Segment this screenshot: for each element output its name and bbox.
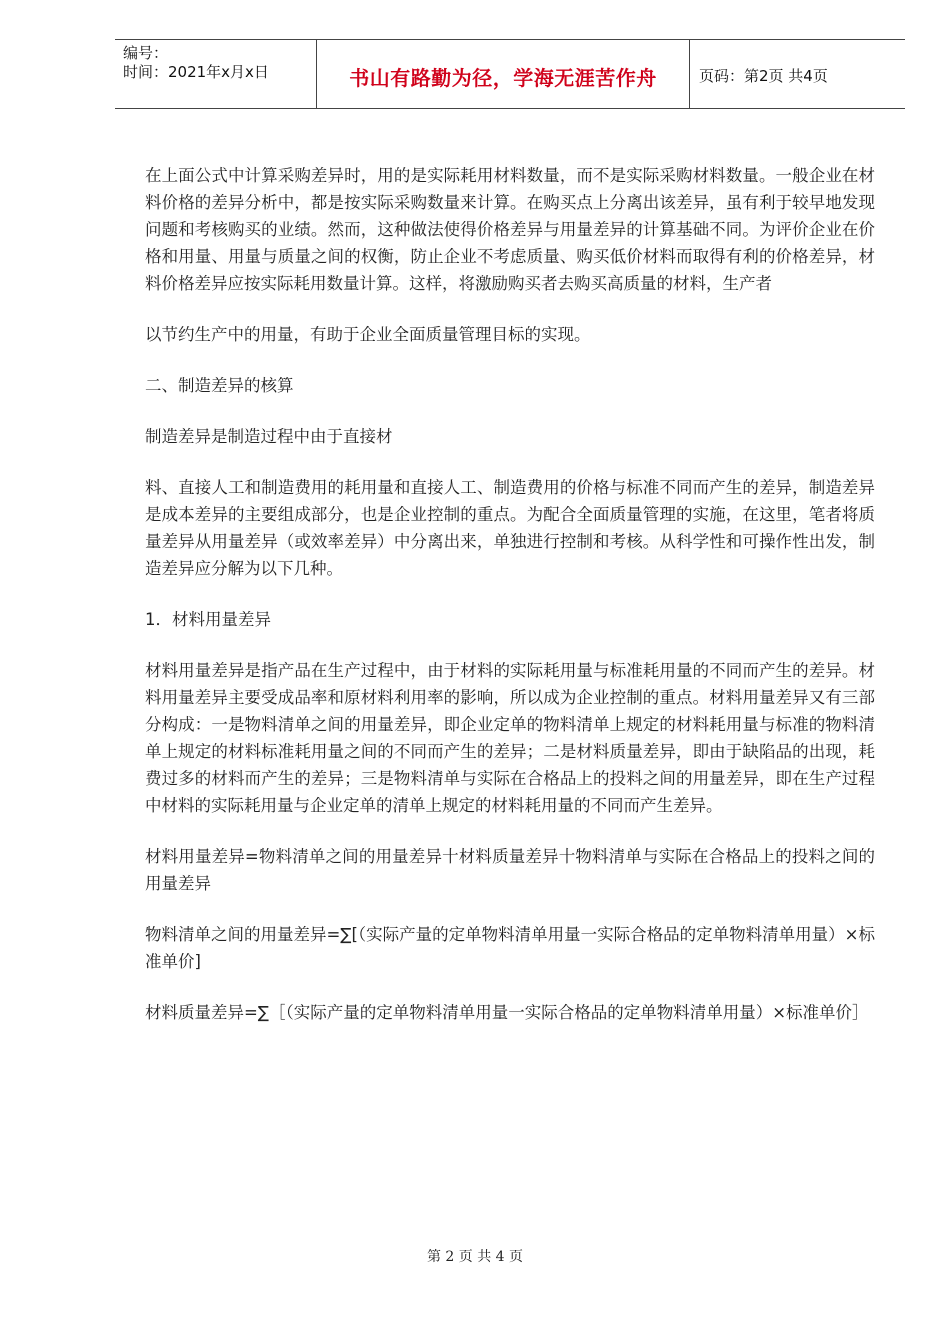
body-paragraph: 材料用量差异是指产品在生产过程中，由于材料的实际耗用量与标准耗用量的不同而产生的差异。材料用量差异主要受成品率和原材料利用率的影响，所以成为企业控制的重点。材料用量差异又有三部分构成：一是物料清单之间的用量差异，即企业定单的物料清单上规定的材料耗用量与标准的物料清单上规定的材料标准耗用量之间的不同而产生的差异；二是材料质量差异，即由于缺陷品的出现，耗费过多的材料而产生的差异；三是物料清单与实际在合格品上的投料之间的用量差异，即在生产过程中材料的实际耗用量与企业定单的清单上规定的材料耗用量的不同而产生差异。 (145, 661, 875, 815)
document-number-label: 编号： (123, 44, 169, 62)
header-divider (689, 40, 690, 108)
section-heading: 二、制造差异的核算 (145, 376, 294, 395)
page-header (115, 39, 905, 109)
formula-paragraph: 材料用量差异=物料清单之间的用量差异十材料质量差异十物料清单与实际在合格品上的投料之间的用量差异 (145, 847, 875, 893)
subsection-heading: 1．材料用量差异 (145, 610, 271, 629)
document-time-label: 时间：2021年x月x日 (123, 63, 269, 81)
formula-paragraph: 材料质量差异=∑［（实际产量的定单物料清单用量一实际合格品的定单物料清单用量）×标准单价］ (145, 1003, 869, 1022)
body-paragraph: 料、直接人工和制造费用的耗用量和直接人工、制造费用的价格与标准不同而产生的差异，制造差异是成本差异的主要组成部分，也是企业控制的重点。为配合全面质量管理的实施，在这里，笔者将质量差异从用量差异（或效率差异）中分离出来，单独进行控制和考核。从科学性和可操作性出发，制造差异应分解为以下几种。 (145, 478, 875, 578)
body-paragraph: 在上面公式中计算采购差异时，用的是实际耗用材料数量，而不是实际采购材料数量。一般企业在材料价格的差异分析中，都是按实际采购数量来计算。在购买点上分离出该差异，虽有利于较早地发现问题和考核购买的业绩。然而，这种做法使得价格差异与用量差异的计算基础不同。为评价企业在价格和用量、用量与质量之间的权衡，防止企业不考虑质量、购买低价材料而取得有利的价格差异，材料价格差异应按实际耗用数量计算。这样，将激励购买者去购买高质量的材料，生产者 (145, 166, 875, 293)
formula-paragraph: 物料清单之间的用量差异=∑[（实际产量的定单物料清单用量一实际合格品的定单物料清单用量）×标准单价] (145, 925, 875, 971)
page-footer: 第 2 页 共 4 页 (426, 1249, 524, 1265)
document-body (145, 162, 875, 1050)
header-motto: 书山有路勤为径，学海无涯苦作舟 (349, 66, 657, 90)
body-paragraph: 以节约生产中的用量，有助于企业全面质量管理目标的实现。 (145, 325, 591, 344)
body-paragraph: 制造差异是制造过程中由于直接材 (145, 427, 393, 446)
header-page-number: 页码：第2页 共4页 (699, 67, 828, 85)
header-meta (123, 44, 313, 82)
